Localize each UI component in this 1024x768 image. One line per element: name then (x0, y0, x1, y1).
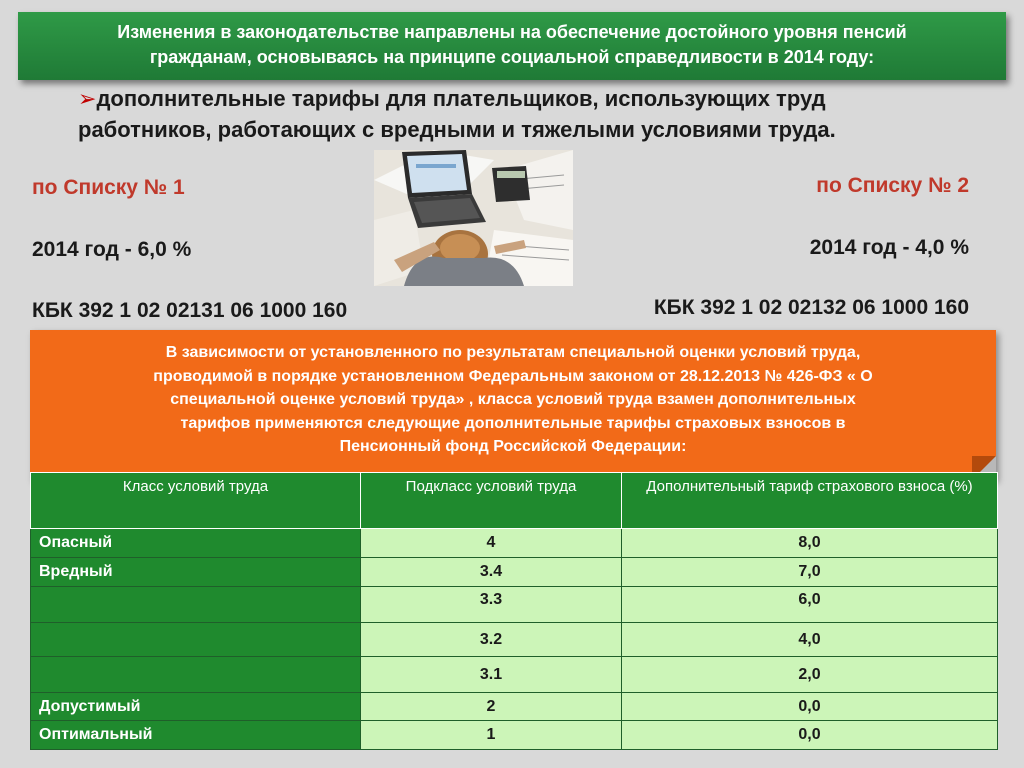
cell-class (31, 657, 361, 693)
cell-tariff: 2,0 (622, 657, 998, 693)
title-line-2: гражданам, основываясь на принципе социальной справедливости в 2014 году: (149, 47, 875, 67)
list2-title: по Списку № 2 (816, 174, 969, 197)
office-worker-photo (374, 150, 573, 286)
tariff-table (30, 472, 998, 750)
list1-kbk: КБК 392 1 02 02131 06 1000 160 (32, 299, 348, 322)
cell-subclass: 4 (361, 529, 622, 558)
table-header-row (31, 473, 998, 529)
cell-tariff: 0,0 (622, 721, 998, 750)
table-row (31, 558, 998, 587)
table-row (31, 587, 998, 623)
table-row (31, 529, 998, 558)
list2-kbk: КБК 392 1 02 02132 06 1000 160 (653, 296, 969, 319)
bullet-line-2: работников, работающих с вредными и тяжелыми условиями труда. (78, 117, 836, 142)
slide-title (18, 12, 1006, 80)
cell-class: Допустимый (31, 693, 361, 721)
header-tariff: Дополнительный тариф страхового взноса (%) (622, 473, 998, 529)
cell-subclass: 3.1 (361, 657, 622, 693)
cell-class (31, 623, 361, 657)
table-row (31, 623, 998, 657)
cell-tariff: 6,0 (622, 587, 998, 623)
notice-line: тарифов применяются следующие дополнительные тарифы страховых взносов в (180, 414, 846, 432)
cell-tariff: 0,0 (622, 693, 998, 721)
bullet-line-1: дополнительные тарифы для плательщиков, использующих труд (96, 86, 826, 111)
cell-subclass: 2 (361, 693, 622, 721)
bullet-paragraph (78, 83, 968, 145)
cell-tariff: 7,0 (622, 558, 998, 587)
notice-line: Пенсионный фонд Российской Федерации: (339, 438, 687, 455)
cell-class: Вредный (31, 558, 361, 587)
table-row (31, 693, 998, 721)
cell-class: Оптимальный (31, 721, 361, 750)
header-subclass: Подкласс условий труда (361, 473, 622, 529)
cell-subclass: 3.4 (361, 558, 622, 587)
table-row (31, 657, 998, 693)
list2-rate: 2014 год - 4,0 % (809, 236, 969, 259)
cell-subclass: 3.2 (361, 623, 622, 657)
cell-subclass: 1 (361, 721, 622, 750)
header-class: Класс условий труда (31, 473, 361, 529)
table-row (31, 721, 998, 750)
notice-line: В зависимости от установленного по результатам специальной оценки условий труда, (165, 344, 861, 361)
list1-title: по Списку № 1 (32, 176, 185, 199)
cell-subclass: 3.3 (361, 587, 622, 623)
cell-class: Опасный (31, 529, 361, 558)
cell-tariff: 4,0 (622, 623, 998, 657)
bullet-arrow-icon: ➢ (78, 86, 97, 111)
notice-line: специальной оценке условий труда» , класса условий труда взамен дополнительных (170, 391, 856, 408)
cell-tariff: 8,0 (622, 529, 998, 558)
notice-line: проводимой в порядке установленном Федеральным законом от 28.12.2013 № 426-ФЗ « О (153, 367, 873, 385)
cell-class (31, 587, 361, 623)
list1-rate: 2014 год - 6,0 % (32, 238, 192, 261)
title-line-1: Изменения в законодательстве направлены на обеспечение достойного уровня пенсий (117, 22, 907, 42)
notice-box (30, 330, 996, 480)
